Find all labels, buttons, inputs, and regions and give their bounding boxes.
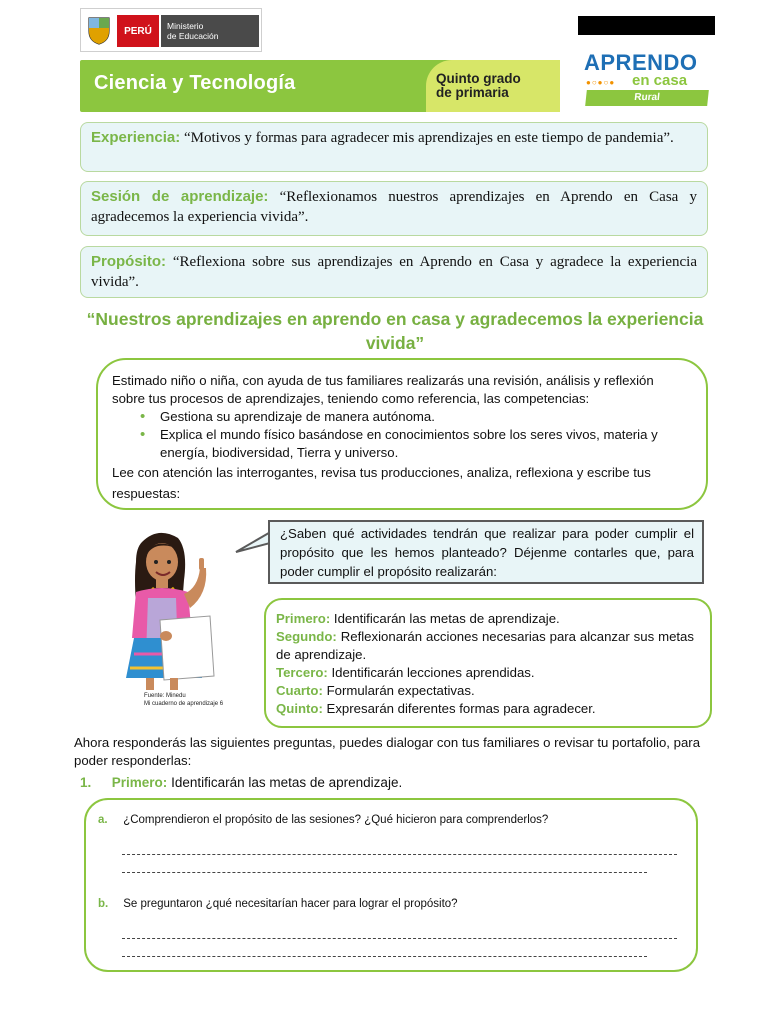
proposito-box [80,246,708,298]
aprendo-en-casa-logo [582,50,712,110]
answer-line-a1[interactable] [122,854,677,855]
experiencia-text: “Motivos y formas para agradecer mis aprendizajes en este tiempo de pandemia”. [183,130,674,146]
question-heading: 1. Primero: Identificarán las metas de aprendizaje. [80,775,403,790]
competencies-list [112,408,688,462]
step-item: Quinto: Expresarán diferentes formas para agradecer. [276,701,596,716]
step-item: Primero: Identificarán las metas de aprendizaje. [276,611,560,626]
list-item: • Gestiona su aprendizaje de manera autónoma. [160,408,688,426]
step-item: Tercero: Identificarán lecciones aprendidas. [276,665,535,680]
intro-box [96,358,708,510]
proposito-text: “Reflexiona sobre sus aprendizajes en Aprendo en Casa y agradece la experiencia vivida”. [91,254,697,290]
step-item: Segundo: Reflexionarán acciones necesarias para alcanzar sus metas de aprendizaje. [276,629,694,662]
steps-box [264,598,712,728]
brand-word: APRENDO [584,50,698,75]
peru-label: PERÚ [117,15,159,47]
answer-line-b2[interactable] [122,956,647,957]
subject-title: Ciencia y Tecnología [94,72,296,94]
brand-sub: en casa [632,72,688,89]
intro-closing: Lee con atención las interrogantes, revisa tus producciones, analiza, reflexiona y escribe tus respuestas: [112,465,651,501]
answer-box [84,798,698,972]
step-item: Cuarto: Formularán expectativas. [276,683,475,698]
page-title: “Nuestros aprendizajes en aprendo en casa y agradecemos la experiencia vivida” [86,309,704,353]
ministry-label: Ministerio de Educación [161,15,259,47]
sesion-box [80,181,708,236]
sesion-text: “Reflexionamos nuestros aprendizajes en Aprendo en Casa y agradecemos la experiencia vivida”. [91,189,698,225]
question-b: b. Se preguntaron ¿qué necesitarían hacer para lograr el propósito? [98,898,458,910]
questions-intro: Ahora responderás las siguientes preguntas, puedes dialogar con tus familiares o revisar tu portafolio, para poder responderlas: [74,735,701,768]
brand-dots-icon: ●○●○● [586,78,616,87]
question-a: a. ¿Comprendieron el propósito de las sesiones? ¿Qué hicieron para comprenderlos? [98,814,549,826]
list-item: • Explica el mundo físico basándose en conocimientos sobre los seres vivos, materia y energía, biodiversidad, Tierra y universo. [160,426,688,462]
girl-illustration [112,528,224,690]
government-logo [80,8,262,52]
proposito-label: Propósito: [91,253,166,270]
experiencia-label: Experiencia: [91,129,181,146]
redaction-bar [578,16,715,35]
grade-tab: Quinto grado de primaria [426,60,560,112]
experiencia-box [80,122,708,172]
intro-paragraph: Estimado niño o niña, con ayuda de tus familiares realizarás una revisión, análisis y reflexión sobre tus procesos de aprendizajes, teniendo como referencia, las competencias: [112,373,654,406]
image-credit: Fuente: Minedu Mi cuaderno de aprendizaje 6 [144,693,224,707]
subject-banner [80,60,560,112]
brand-tag: Rural [585,90,709,106]
answer-line-a2[interactable] [122,872,647,873]
coat-of-arms-icon [87,15,111,45]
speech-bubble: ¿Saben qué actividades tendrán que realizar para poder cumplir el propósito que les hemos planteado? Déjenme contarles que, para poder cumplir el propósito realizarán: [268,520,704,584]
answer-line-b1[interactable] [122,938,677,939]
sesion-label: Sesión de aprendizaje: [91,188,269,205]
